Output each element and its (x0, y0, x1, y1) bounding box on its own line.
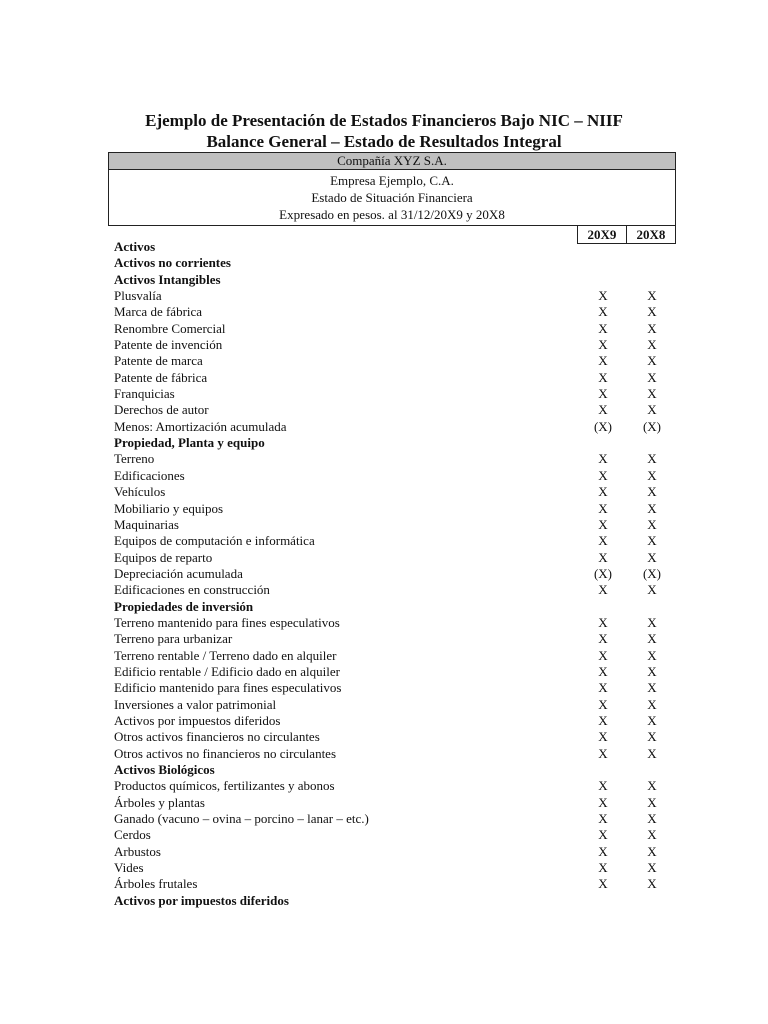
value-20x9: X (598, 582, 608, 598)
line-item-row (114, 484, 684, 500)
line-item-row (114, 533, 684, 549)
value-20x8: X (647, 794, 657, 810)
value-20x9: X (598, 353, 608, 369)
statement-header-table (108, 152, 676, 244)
value-20x9: X (598, 369, 608, 385)
value-20x9: X (598, 288, 608, 304)
line-item-row (114, 746, 684, 762)
section-heading: Propiedades de inversión (114, 598, 254, 614)
line-item-row (114, 664, 684, 680)
line-item-label: Maquinarias (114, 516, 179, 532)
value-20x9: X (598, 533, 608, 549)
line-items (114, 239, 684, 909)
value-20x9: X (598, 386, 608, 402)
value-20x9: X (598, 516, 608, 532)
value-20x8: X (647, 484, 657, 500)
value-20x8: X (647, 631, 657, 647)
value-20x9: X (598, 876, 608, 892)
section-heading-row (114, 893, 684, 909)
value-20x8: X (647, 337, 657, 353)
line-item-label: Derechos de autor (114, 402, 209, 418)
value-20x9: X (598, 663, 608, 679)
line-item-label: Cerdos (114, 827, 151, 843)
value-20x8: X (647, 353, 657, 369)
section-heading-row (114, 239, 684, 255)
section-heading: Activos por impuestos diferidos (114, 892, 289, 908)
line-item-label: Equipos de computación e informática (114, 533, 315, 549)
value-20x8: X (647, 729, 657, 745)
line-item-row (114, 370, 684, 386)
line-item-label: Productos químicos, fertilizantes y abonos (114, 778, 335, 794)
value-20x9: X (598, 712, 608, 728)
value-20x8: X (647, 304, 657, 320)
line-item-row (114, 680, 684, 696)
line-item-label: Inversiones a valor patrimonial (114, 696, 277, 712)
section-heading: Activos Intangibles (114, 271, 221, 287)
line-item-label: Árboles y plantas (114, 794, 205, 810)
line-item-label: Terreno mantenido para fines especulativos (114, 614, 340, 630)
value-20x8: X (647, 778, 657, 794)
value-20x9: X (598, 614, 608, 630)
line-item-label: Plusvalía (114, 288, 162, 304)
value-20x8: X (647, 288, 657, 304)
line-item-row (114, 582, 684, 598)
value-20x8: X (647, 386, 657, 402)
value-20x8: (X) (642, 565, 662, 581)
line-item-label: Edificaciones (114, 467, 185, 483)
line-item-label: Patente de marca (114, 353, 203, 369)
line-item-row (114, 419, 684, 435)
line-item-row (114, 713, 684, 729)
value-20x8: (X) (642, 418, 662, 434)
line-item-label: Otros activos financieros no circulantes (114, 729, 320, 745)
line-item-label: Vehículos (114, 484, 166, 500)
company-name: Compañía XYZ S.A. (109, 153, 676, 170)
line-item-row (114, 795, 684, 811)
line-item-label: Árboles frutales (114, 876, 198, 892)
value-20x9: X (598, 729, 608, 745)
line-item-row (114, 402, 684, 418)
value-20x8: X (647, 647, 657, 663)
value-20x9: X (598, 794, 608, 810)
line-item-row (114, 860, 684, 876)
line-item-label: Terreno (114, 451, 155, 467)
value-20x9: X (598, 680, 608, 696)
value-20x8: X (647, 369, 657, 385)
entity-name: Empresa Ejemplo, C.A. (330, 173, 454, 188)
line-item-label: Mobiliario y equipos (114, 500, 224, 516)
value-20x8: X (647, 320, 657, 336)
value-20x9: X (598, 811, 608, 827)
value-20x8: X (647, 663, 657, 679)
value-20x8: X (647, 533, 657, 549)
value-20x9: X (598, 451, 608, 467)
line-item-label: Marca de fábrica (114, 304, 203, 320)
value-20x8: X (647, 827, 657, 843)
value-20x8: X (647, 614, 657, 630)
line-item-row (114, 729, 684, 745)
value-20x8: X (647, 516, 657, 532)
line-item-label: Renombre Comercial (114, 320, 226, 336)
value-20x8: X (647, 843, 657, 859)
value-20x9: X (598, 745, 608, 761)
value-20x9: (X) (593, 565, 613, 581)
value-20x8: X (647, 712, 657, 728)
value-20x9: X (598, 843, 608, 859)
section-heading: Activos Biológicos (114, 762, 215, 777)
line-item-label: Terreno para urbanizar (114, 631, 233, 647)
value-20x8: X (647, 745, 657, 761)
value-20x9: (X) (593, 418, 613, 434)
value-20x8: X (647, 876, 657, 892)
line-item-label: Otros activos no financieros no circulantes (114, 745, 337, 761)
value-20x8: X (647, 582, 657, 598)
line-item-row (114, 501, 684, 517)
line-item-row (114, 353, 684, 369)
line-item-row (114, 631, 684, 647)
line-item-label: Patente de invención (114, 337, 223, 353)
year-column-20x9: 20X9 (577, 226, 626, 244)
line-item-row (114, 827, 684, 843)
line-item-row (114, 615, 684, 631)
value-20x9: X (598, 696, 608, 712)
value-20x9: X (598, 549, 608, 565)
value-20x8: X (647, 680, 657, 696)
line-item-row (114, 778, 684, 794)
section-heading-row (114, 255, 684, 271)
line-item-label: Arbustos (114, 843, 161, 859)
value-20x9: X (598, 827, 608, 843)
line-item-row (114, 811, 684, 827)
value-20x8: X (647, 467, 657, 483)
value-20x8: X (647, 549, 657, 565)
value-20x8: X (647, 811, 657, 827)
line-item-label: Menos: Amortización acumulada (114, 418, 287, 434)
section-heading: Activos (114, 239, 156, 254)
line-item-row (114, 550, 684, 566)
value-20x9: X (598, 337, 608, 353)
line-item-label: Edificio rentable / Edificio dado en alquiler (114, 663, 340, 679)
value-20x9: X (598, 484, 608, 500)
line-item-label: Edificio mantenido para fines especulativos (114, 680, 342, 696)
statement-info (109, 170, 676, 226)
line-item-row (114, 337, 684, 353)
document-title-line2: Balance General – Estado de Resultados Integral (206, 132, 562, 151)
section-heading-row (114, 272, 684, 288)
value-20x8: X (647, 500, 657, 516)
line-item-row (114, 288, 684, 304)
section-heading-row (114, 762, 684, 778)
value-20x9: X (598, 402, 608, 418)
line-item-label: Terreno rentable / Terreno dado en alquiler (114, 647, 337, 663)
line-item-label: Activos por impuestos diferidos (114, 712, 281, 728)
line-item-row (114, 566, 684, 582)
line-item-label: Ganado (vacuno – ovina – porcino – lanar – etc.) (114, 811, 369, 827)
line-item-label: Franquicias (114, 386, 175, 402)
value-20x9: X (598, 647, 608, 663)
section-heading-row (114, 435, 684, 451)
value-20x9: X (598, 778, 608, 794)
line-item-row (114, 517, 684, 533)
value-20x9: X (598, 304, 608, 320)
section-heading: Propiedad, Planta y equipo (114, 435, 265, 451)
line-item-label: Edificaciones en construcción (114, 582, 270, 598)
value-20x9: X (598, 860, 608, 876)
line-item-row (114, 321, 684, 337)
line-item-row (114, 451, 684, 467)
expressed-in: Expresado en pesos. al 31/12/20X9 y 20X8 (279, 207, 505, 222)
line-item-row (114, 876, 684, 892)
section-heading: Activos no corrientes (114, 255, 231, 271)
section-heading-row (114, 599, 684, 615)
line-item-row (114, 697, 684, 713)
line-item-label: Vides (114, 860, 144, 876)
line-item-label: Depreciación acumulada (114, 565, 243, 581)
value-20x8: X (647, 402, 657, 418)
value-20x9: X (598, 500, 608, 516)
line-item-row (114, 386, 684, 402)
value-20x9: X (598, 631, 608, 647)
value-20x9: X (598, 320, 608, 336)
year-column-20x8: 20X8 (626, 226, 675, 244)
line-item-row (114, 844, 684, 860)
line-item-row (114, 304, 684, 320)
line-item-row (114, 648, 684, 664)
line-item-label: Patente de fábrica (114, 369, 208, 385)
value-20x9: X (598, 467, 608, 483)
statement-name: Estado de Situación Financiera (311, 190, 473, 205)
value-20x8: X (647, 696, 657, 712)
line-item-row (114, 468, 684, 484)
value-20x8: X (647, 860, 657, 876)
document-title-line1: Ejemplo de Presentación de Estados Financieros Bajo NIC – NIIF (145, 111, 623, 130)
line-item-label: Equipos de reparto (114, 549, 213, 565)
value-20x8: X (647, 451, 657, 467)
